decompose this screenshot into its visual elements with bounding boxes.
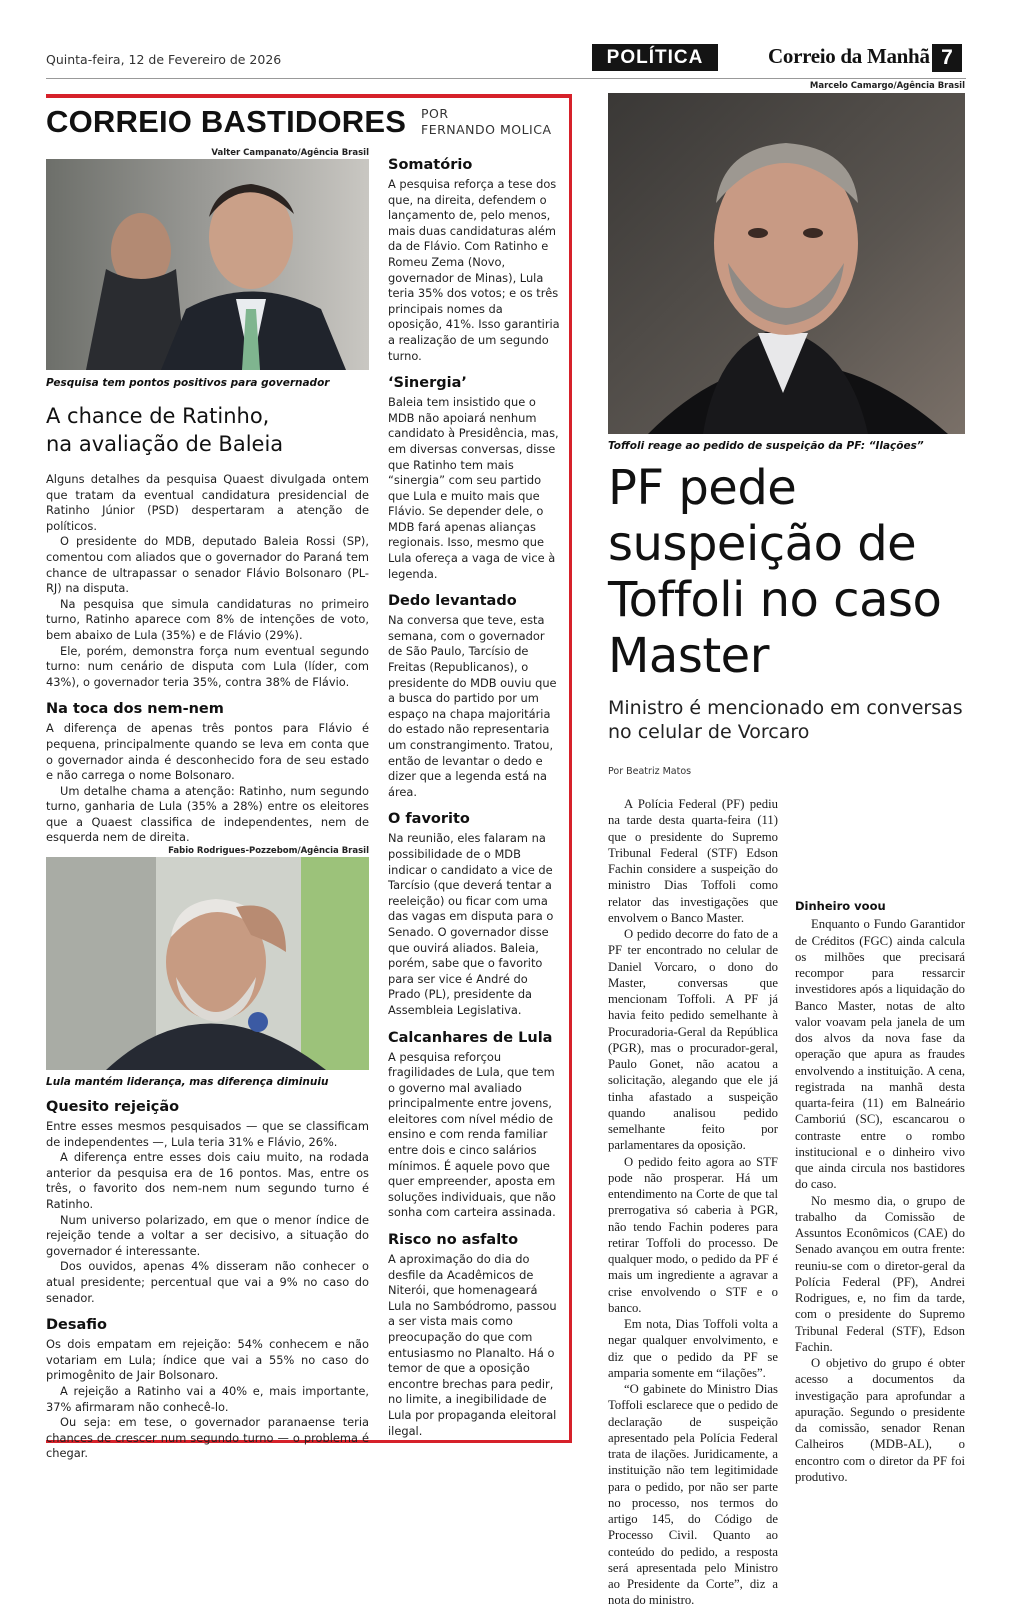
photo-credit: Valter Campanato/Agência Brasil bbox=[211, 148, 369, 158]
page-number: 7 bbox=[932, 44, 962, 72]
paragraph: Entre esses mesmos pesquisados — que se classificam de independentes —, Lula teria 31% e Flávio, 26%. bbox=[46, 1119, 369, 1149]
column-title: CORREIO BASTIDORES bbox=[46, 104, 407, 139]
photo-toffoli bbox=[608, 93, 965, 434]
lead-headline-line1: A chance de Ratinho, bbox=[46, 404, 270, 428]
paragraph: Os dois empatam em rejeição: 54% conhecem e não votariam em Lula; índice que vai a 55% no caso do primogênito de Jair Bolsonaro. bbox=[46, 1337, 369, 1383]
article-author: Por Beatriz Matos bbox=[608, 766, 692, 777]
subheading: Calcanhares de Lula bbox=[388, 1029, 553, 1046]
paragraph: Na reunião, eles falaram na possibilidade de o MDB indicar o candidato a vice de Tarcísio (que deverá tentar a reeleição) ou ficar com uma das vagas em disputa para o Senado. O governador disse que ouvirá aliados. Baleia, porém, sabe que o favorito para ser vice é André do Prado (PL), presidente da Assembleia Legislativa. bbox=[388, 831, 554, 1017]
paragraph: Na conversa que teve, esta semana, com o governador de São Paulo, Tarcísio de Freitas (Republicanos), o presidente do MDB ouviu que a busca do partido por um espaço na chapa majoritária do estado não representaria um constrangimento. Tratou, então de levantar o dedo e dizer que a legenda está na área. bbox=[388, 613, 557, 799]
paragraph: Na pesquisa que simula candidaturas no primeiro turno, Ratinho aparece com 8% de intenções de voto, bem abaixo de Lula (35%) e de Flávio (29%). bbox=[46, 596, 369, 642]
column-lead-headline bbox=[46, 402, 366, 458]
paragraph: A Polícia Federal (PF) pediu na tarde desta quarta-feira (11) que o presidente do Supremo Tribunal Federal (STF) Edson Fachin considere a suspeição do ministro Dias Toffoli como relator das investigações que envolvem o Banco Master. bbox=[608, 797, 778, 925]
photo-ratinho-illustration bbox=[46, 159, 369, 370]
column-lead-text bbox=[46, 472, 369, 846]
paragraph: No mesmo dia, o grupo de trabalho da Comissão de Assuntos Econômicos (CAE) do Senado avançou em outra frente: reuniu-se com o diretor-geral da Polícia Federal (PF), Andrei Rodrigues, e, no fim da tarde, com o presidente do Supremo Tribunal Federal (STF), Edson Fachin. bbox=[795, 1193, 965, 1354]
paragraph: O presidente do MDB, deputado Baleia Rossi (SP), comentou com aliados que o governador do Paraná tem chance de ultrapassar o senador Flávio Bolsonaro (PL-RJ) na disputa. bbox=[46, 534, 369, 596]
subheading: O favorito bbox=[388, 811, 470, 828]
paragraph: O pedido feito agora ao STF pode não prosperar. Há um entendimento na Corte de que tal prerrogativa só caberia à PGR, não tendo Fachin poderes para retirar Toffoli do processo. De qualquer modo, o pedido da PF é mais um ingrediente a agravar a crise envolvendo o STF e o banco. bbox=[608, 1154, 778, 1315]
subheading: Na toca dos nem-nem bbox=[46, 701, 224, 718]
photo-lula bbox=[46, 857, 369, 1070]
subheading: Dedo levantado bbox=[388, 593, 517, 610]
photo-credit: Marcelo Camargo/Agência Brasil bbox=[809, 81, 965, 91]
subheading: Risco no asfalto bbox=[388, 1232, 519, 1249]
paragraph: Um detalhe chama a atenção: Ratinho, num segundo turno, ganharia de Lula (35% a 28%) entre os eleitores que a Quaest classifica de independentes, nem de esquerda nem de direita. bbox=[46, 783, 369, 845]
paragraph: O pedido decorre do fato de a PF ter encontrado no celular de Daniel Vorcaro, o dono do Master, conversas que mencionam Toffoli. A PF já havia feito pedido semelhante à Procuradoria-Geral da República (PGR), mas o procurador-geral, Paulo Gonet, não acatou a solicitação, alegando que ele já tinha afastado a suspeição quando analisou pedido semelhante feito por parlamentares da oposição. bbox=[608, 927, 778, 1153]
article-text-col2 bbox=[795, 764, 965, 1485]
paragraph: Em nota, Dias Toffoli volta a negar qualquer envolvimento, e diz que o pedido da PF se amparia somente em “ilações”. bbox=[608, 1317, 778, 1380]
paragraph: “O gabinete do Ministro Dias Toffoli esclarece que o pedido de declaração de suspeição apresentado pela Polícia Federal trata de ilações. Juridicamente, a instituição não tem legitimidade para o pedido, por não ser parte no processo, nos termos do artigo 145, do Código de Processo Civil. Quanto ao conteúdo do pedido, a resposta será apresentada pelo Ministro ao Presidente da Corte”, diz a nota do ministro. bbox=[608, 1382, 778, 1608]
photo-credit: Fabio Rodrigues-Pozzebom/Agência Brasil bbox=[168, 846, 369, 856]
photo-caption: Lula mantém liderança, mas diferença diminuiu bbox=[46, 1076, 329, 1088]
paragraph: A rejeição a Ratinho vai a 40% e, mais importante, 37% afirmaram não conhecê-lo. bbox=[46, 1383, 369, 1414]
subheading: Somatório bbox=[388, 157, 473, 173]
article-text-col1 bbox=[608, 796, 778, 1609]
header-divider bbox=[46, 78, 966, 79]
paragraph: A pesquisa reforçou fragilidades de Lula, que tem o governo mal avaliado principalmente entre jovens, eleitores com nível médio de ensino e com renda familiar entre dois e cinco salários mínimos. É aquele povo que quer empreender, aposta em soluções individuais, que não sonha com carteira assinada. bbox=[388, 1049, 556, 1220]
paragraph: A diferença de apenas três pontos para Flávio é pequena, principalmente quando se leva em conta que o governador ainda é desconhecido fora de seu estado e não carrega o nome Bolsonaro. bbox=[46, 721, 369, 783]
issue-date: Quinta-feira, 12 de Fevereiro de 2026 bbox=[46, 52, 282, 67]
photo-toffoli-illustration bbox=[608, 93, 965, 434]
paragraph: Num universo polarizado, em que o menor índice de rejeição tende a voltar a ser decisivo, a situação do governador é interessante. bbox=[46, 1212, 369, 1258]
column-byline bbox=[421, 106, 552, 138]
paragraph: A diferença entre esses dois caiu muito, na rodada anterior da pesquisa era de 16 pontos. Mas, entre os três, o favorito dos nem-nem num segundo turno é Ratinho. bbox=[46, 1150, 369, 1211]
column-notes bbox=[388, 156, 560, 1439]
column-border-right bbox=[569, 94, 572, 1443]
subheading: Desafio bbox=[46, 1317, 107, 1334]
photo-caption: Toffoli reage ao pedido de suspeição da PF: “Ilações” bbox=[608, 440, 924, 452]
column-lower-text bbox=[46, 1098, 369, 1462]
paragraph: A aproximação do dia do desfile da Acadêmicos de Niterói, que homenageará Lula no Sambódromo, passou a ser vista mais como preocupação do que com entusiasmo no Planalto. Há o temor de que a oposição encontre brechas para pedir, no limite, a inegibilidade de Lula por propaganda eleitoral ilegal. bbox=[388, 1252, 557, 1438]
article-headline: PF pede suspeição de Toffoli no caso Master bbox=[608, 460, 942, 684]
newspaper-logo: Correio da Manhã bbox=[768, 44, 930, 68]
paragraph: Ele, porém, demonstra força num eventual segundo turno: num cenário de disputa com Lula (líder, com 43%), o governador teria 35%, contra 38% de Flávio. bbox=[46, 643, 369, 689]
photo-lula-illustration bbox=[46, 857, 369, 1070]
paragraph: A pesquisa reforça a tese dos que, na direita, defendem o lançamento de, pelo menos, mais duas candidaturas além da de Flávio. Com Ratinho e Romeu Zema (Novo, governador de Minas), Lula teria 35% dos votos; e os três principais nomes da oposição, 41%. Isso garantiria a realização de um segundo turno. bbox=[388, 177, 560, 363]
column-border-top bbox=[46, 94, 572, 98]
section-label: POLÍTICA bbox=[592, 44, 718, 71]
byline-label: POR bbox=[421, 106, 449, 121]
paragraph: Enquanto o Fundo Garantidor de Créditos (FGC) ainda calcula os milhões que precisará recompor para ressarcir investidores após a liquidação do Banco Master, notas de alto valor voavam pela janela de um dos alvos da nova fase da operação que apura as fraudes envolvendo a instituição. A cena, registrada na manhã desta quarta-feira (11) em Balneário Camboriú (SC), escancarou o contraste entre o rombo institucional e o dinheiro vivo que ainda circula nos bastidores do caso. bbox=[795, 917, 965, 1192]
paragraph: Ou seja: em tese, o governador paranaense teria chances de crescer num segundo turno — o problema é chegar. bbox=[46, 1415, 369, 1461]
paragraph: Baleia tem insistido que o MDB não apoiará nenhum candidato à Presidência, mas, em diversas conversas, disse que Ratinho tem mais “sinergia” com seu partido que Lula e muito mais que Flávio. Se depender dele, o MDB fará apenas alianças regionais. Isso, mesmo que Lula ofereça a vaga de vice à legenda. bbox=[388, 395, 559, 581]
lead-headline-line2: na avaliação de Baleia bbox=[46, 432, 284, 456]
subheading: Quesito rejeição bbox=[46, 1099, 180, 1115]
photo-ratinho bbox=[46, 159, 369, 370]
article-subheadline: Ministro é mencionado em conversas no celular de Vorcaro bbox=[608, 697, 963, 743]
subheading: ‘Sinergia’ bbox=[388, 375, 467, 392]
byline-name: FERNANDO MOLICA bbox=[421, 122, 552, 137]
paragraph: O objetivo do grupo é obter acesso a documentos da investigação para aprofundar a apuração. Segundo o presidente da comissão, senador Renan Calheiros (MDB-AL), o encontro com o diretor da PF foi produtivo. bbox=[795, 1356, 965, 1484]
paragraph: Alguns detalhes da pesquisa Quaest divulgada ontem que tratam da eventual candidatura presidencial de Ratinho Júnior (PSD) despertaram a atenção de políticos. bbox=[46, 472, 369, 533]
paragraph: Dos ouvidos, apenas 4% disseram não conhecer o atual presidente; percentual que vai a 9% no caso do senador. bbox=[46, 1259, 369, 1305]
photo-caption: Pesquisa tem pontos positivos para governador bbox=[46, 377, 330, 389]
subheading: Dinheiro voou bbox=[795, 899, 886, 913]
